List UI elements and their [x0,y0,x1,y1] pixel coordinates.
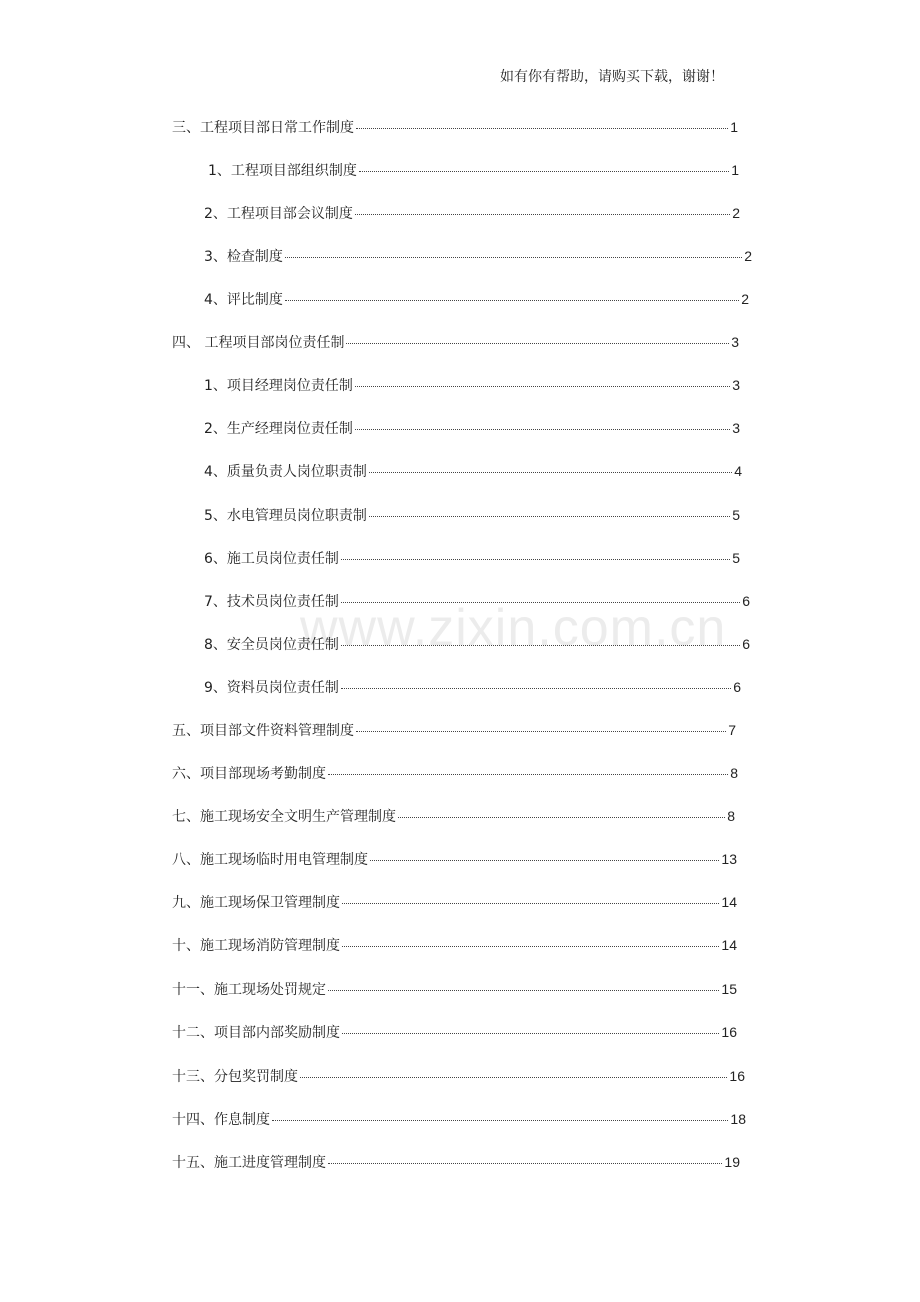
dot-leader [369,516,730,517]
toc-entry[interactable] [172,1152,740,1172]
dot-leader [398,817,725,818]
dot-leader [341,645,740,646]
toc-entry-label: 4、质量负责人岗位职责制 [204,464,367,480]
toc-entry[interactable] [204,203,740,223]
toc-entry-page: 19 [724,1154,740,1170]
toc-entry-page: 16 [721,1024,737,1040]
toc-entry[interactable] [204,634,750,654]
toc-entry[interactable] [172,935,737,955]
toc-entry[interactable] [204,505,740,525]
toc-entry-label: 十四、作息制度 [172,1112,270,1128]
dot-leader [342,946,719,947]
toc-entry-page: 2 [732,205,740,221]
toc-entry-page: 18 [730,1111,746,1127]
toc-entry[interactable] [172,1109,746,1129]
toc-entry[interactable] [172,849,737,869]
dot-leader [355,386,730,387]
toc-entry[interactable] [204,461,742,481]
toc-entry-page: 16 [729,1068,745,1084]
toc-entry-label: 2、工程项目部会议制度 [204,206,353,222]
toc-entry-label: 八、施工现场临时用电管理制度 [172,852,368,868]
toc-entry[interactable] [204,289,749,309]
toc-entry[interactable] [172,763,738,783]
toc-entry-label: 十三、分包奖罚制度 [172,1069,298,1085]
toc-entry[interactable] [204,591,750,611]
toc-entry-label: 6、施工员岗位责任制 [204,551,339,567]
toc-entry-page: 13 [721,851,737,867]
dot-leader [285,300,739,301]
toc-entry-label: 7、技术员岗位责任制 [204,594,339,610]
toc-entry-page: 2 [741,291,749,307]
dot-leader [342,903,719,904]
toc-entry-label: 十五、施工进度管理制度 [172,1155,326,1171]
toc-entry-page: 3 [732,420,740,436]
toc-entry-label: 九、施工现场保卫管理制度 [172,895,340,911]
dot-leader [370,860,719,861]
toc-entry-page: 6 [742,593,750,609]
toc-entry[interactable] [172,1066,745,1086]
toc-entry-label: 1、工程项目部组织制度 [208,163,357,179]
dot-leader [359,171,729,172]
toc-entry-page: 5 [732,507,740,523]
toc-entry-label: 十一、施工现场处罚规定 [172,982,326,998]
dot-leader [346,343,729,344]
toc-entry-page: 15 [721,981,737,997]
toc-entry-page: 4 [734,463,742,479]
dot-leader [328,990,719,991]
dot-leader [342,1033,719,1034]
toc-entry-page: 14 [721,937,737,953]
toc-entry-label: 三、工程项目部日常工作制度 [172,120,354,136]
toc-entry-label: 十、施工现场消防管理制度 [172,938,340,954]
toc-entry[interactable] [204,677,741,697]
dot-leader [369,472,732,473]
toc-entry-label: 五、项目部文件资料管理制度 [172,723,354,739]
dot-leader [328,774,728,775]
dot-leader [355,429,730,430]
dot-leader [355,214,730,215]
header-note: 如有你有帮助，请购买下载，谢谢！ [500,69,724,85]
toc-entry[interactable] [172,117,738,137]
toc-entry-page: 6 [742,636,750,652]
dot-leader [328,1163,722,1164]
toc-entry-page: 1 [731,162,739,178]
toc-entry-label: 8、安全员岗位责任制 [204,637,339,653]
toc-entry-label: 2、生产经理岗位责任制 [204,421,353,437]
dot-leader [341,602,740,603]
toc-entry-label: 四、 工程项目部岗位责任制 [172,335,345,351]
toc-entry[interactable] [172,979,737,999]
toc-entry-label: 七、施工现场安全文明生产管理制度 [172,809,396,825]
toc-entry[interactable] [172,806,735,826]
toc-entry-page: 3 [731,334,739,350]
toc-entry[interactable] [204,246,752,266]
toc-entry-label: 1、项目经理岗位责任制 [204,378,353,394]
toc-entry-label: 9、资料员岗位责任制 [204,680,339,696]
toc-entry-page: 7 [728,722,736,738]
toc-entry-label: 5、水电管理员岗位职责制 [204,508,367,524]
dot-leader [272,1120,728,1121]
toc-entry-page: 6 [733,679,741,695]
toc-entry[interactable] [172,1022,737,1042]
dot-leader [341,688,731,689]
dot-leader [285,257,742,258]
toc-entry-page: 3 [732,377,740,393]
toc-entry[interactable] [172,332,739,352]
toc-entry-page: 5 [732,550,740,566]
toc-entry[interactable] [172,720,736,740]
toc-entry-label: 六、项目部现场考勤制度 [172,766,326,782]
toc-entry-page: 8 [730,765,738,781]
toc-entry-label: 3、检查制度 [204,249,283,265]
toc-entry-page: 14 [721,894,737,910]
toc-entry[interactable] [208,160,739,180]
toc-entry[interactable] [204,375,740,395]
toc-entry[interactable] [172,892,737,912]
toc-entry-page: 8 [727,808,735,824]
toc-entry-label: 十二、项目部内部奖励制度 [172,1025,340,1041]
dot-leader [356,731,726,732]
dot-leader [341,559,730,560]
toc-entry[interactable] [204,548,740,568]
dot-leader [356,128,728,129]
dot-leader [300,1077,727,1078]
toc-entry-label: 4、评比制度 [204,292,283,308]
toc-entry[interactable] [204,418,740,438]
toc-entry-page: 2 [744,248,752,264]
watermark: www.zixin.com.cn [300,599,727,657]
toc-entry-page: 1 [730,119,738,135]
